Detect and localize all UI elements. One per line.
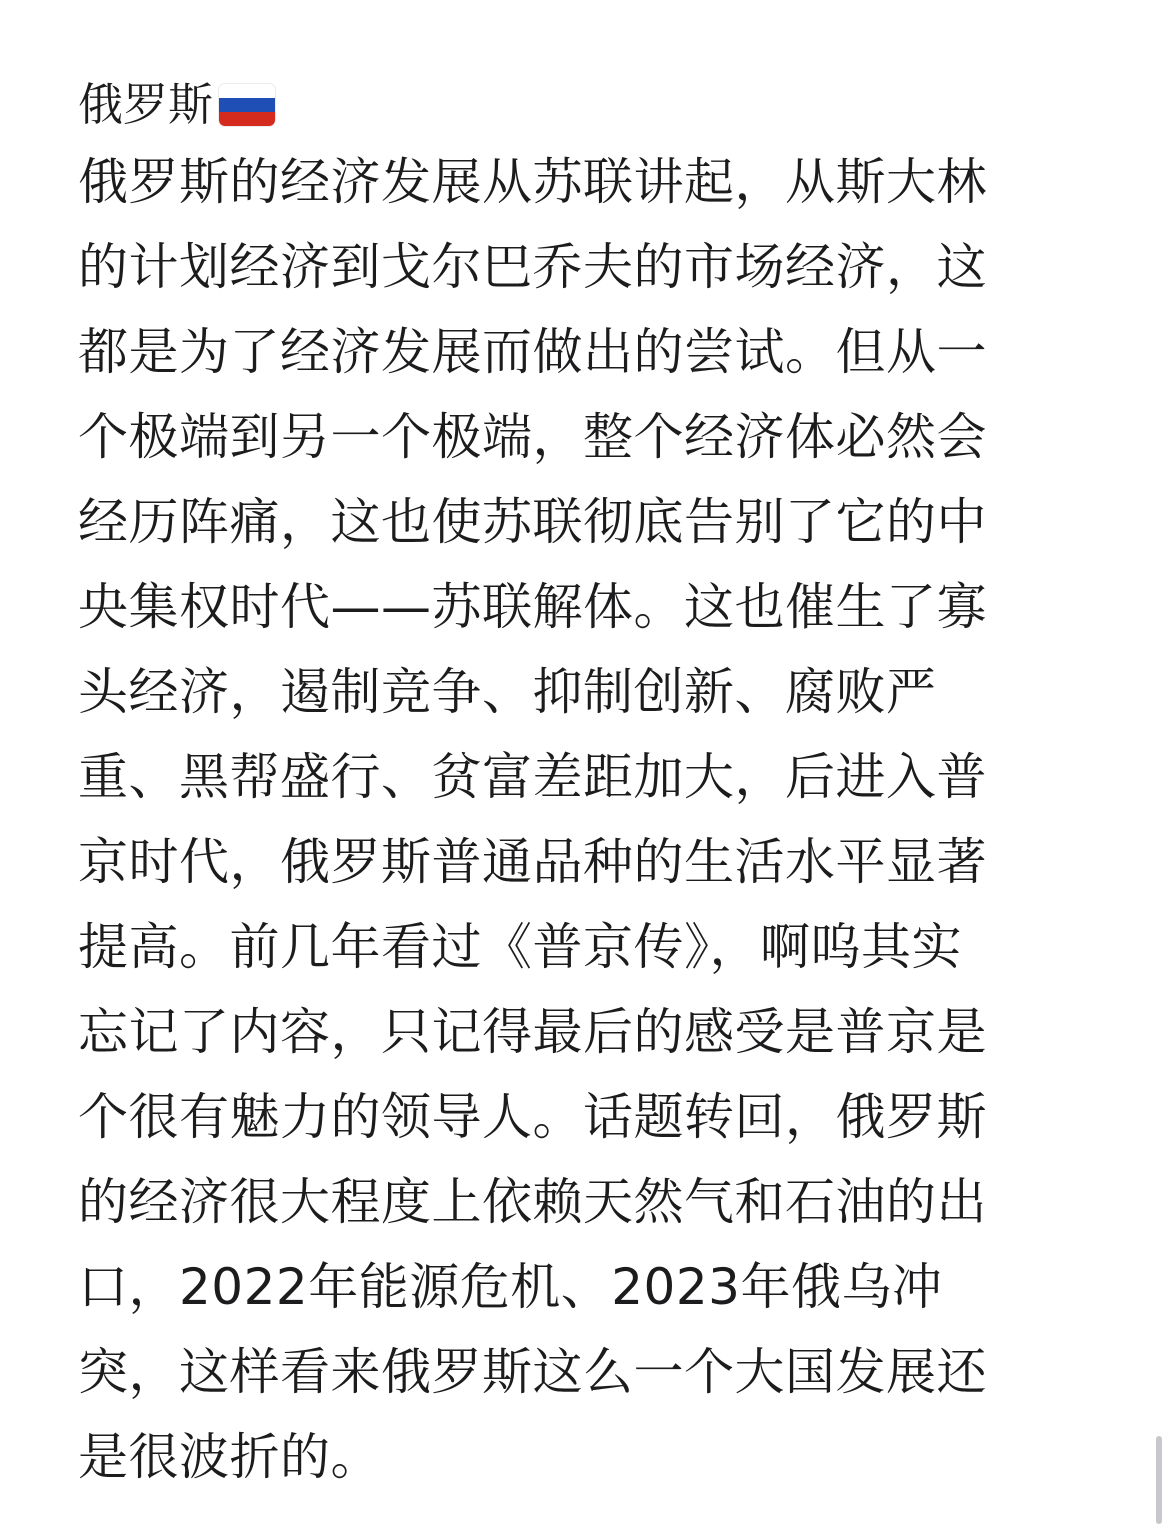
body-line: 个很有魅力的领导人。话题转回，俄罗斯	[78, 1088, 987, 1146]
body-line: 央集权时代——苏联解体。这也催生了寡	[78, 578, 987, 636]
body-line: 头经济，遏制竞争、抑制创新、腐败严	[78, 663, 937, 721]
body-line: 俄罗斯的经济发展从苏联讲起，从斯大林	[78, 153, 987, 211]
note-content[interactable]	[78, 70, 1096, 1500]
russia-flag-icon	[219, 84, 275, 126]
scroll-indicator[interactable]	[1156, 1436, 1162, 1524]
note-body	[78, 140, 1096, 1500]
flag-stripe-white	[219, 84, 275, 98]
flag-stripe-blue	[219, 98, 275, 112]
body-line: 京时代，俄罗斯普通品种的生活水平显著	[78, 833, 987, 891]
body-line: 都是为了经济发展而做出的尝试。但从一	[78, 323, 987, 381]
body-line: 是很波折的。	[78, 1428, 381, 1486]
body-line: 突，这样看来俄罗斯这么一个大国发展还	[78, 1343, 987, 1401]
body-line: 的经济很大程度上依赖天然气和石油的出	[78, 1173, 987, 1231]
note-title-text: 俄罗斯	[78, 78, 214, 131]
body-line: 忘记了内容，只记得最后的感受是普京是	[78, 1003, 987, 1061]
note-title	[78, 70, 1096, 140]
body-line: 经历阵痛，这也使苏联彻底告别了它的中	[78, 493, 987, 551]
body-line: 重、黑帮盛行、贫富差距加大，后进入普	[78, 748, 987, 806]
flag-stripe-red	[219, 112, 275, 126]
body-line: 提高。前几年看过《普京传》，啊呜其实	[78, 918, 962, 976]
body-line: 口，2022年能源危机、2023年俄乌冲	[78, 1258, 943, 1316]
body-line: 的计划经济到戈尔巴乔夫的市场经济，这	[78, 238, 987, 296]
body-line: 个极端到另一个极端，整个经济体必然会	[78, 408, 987, 466]
